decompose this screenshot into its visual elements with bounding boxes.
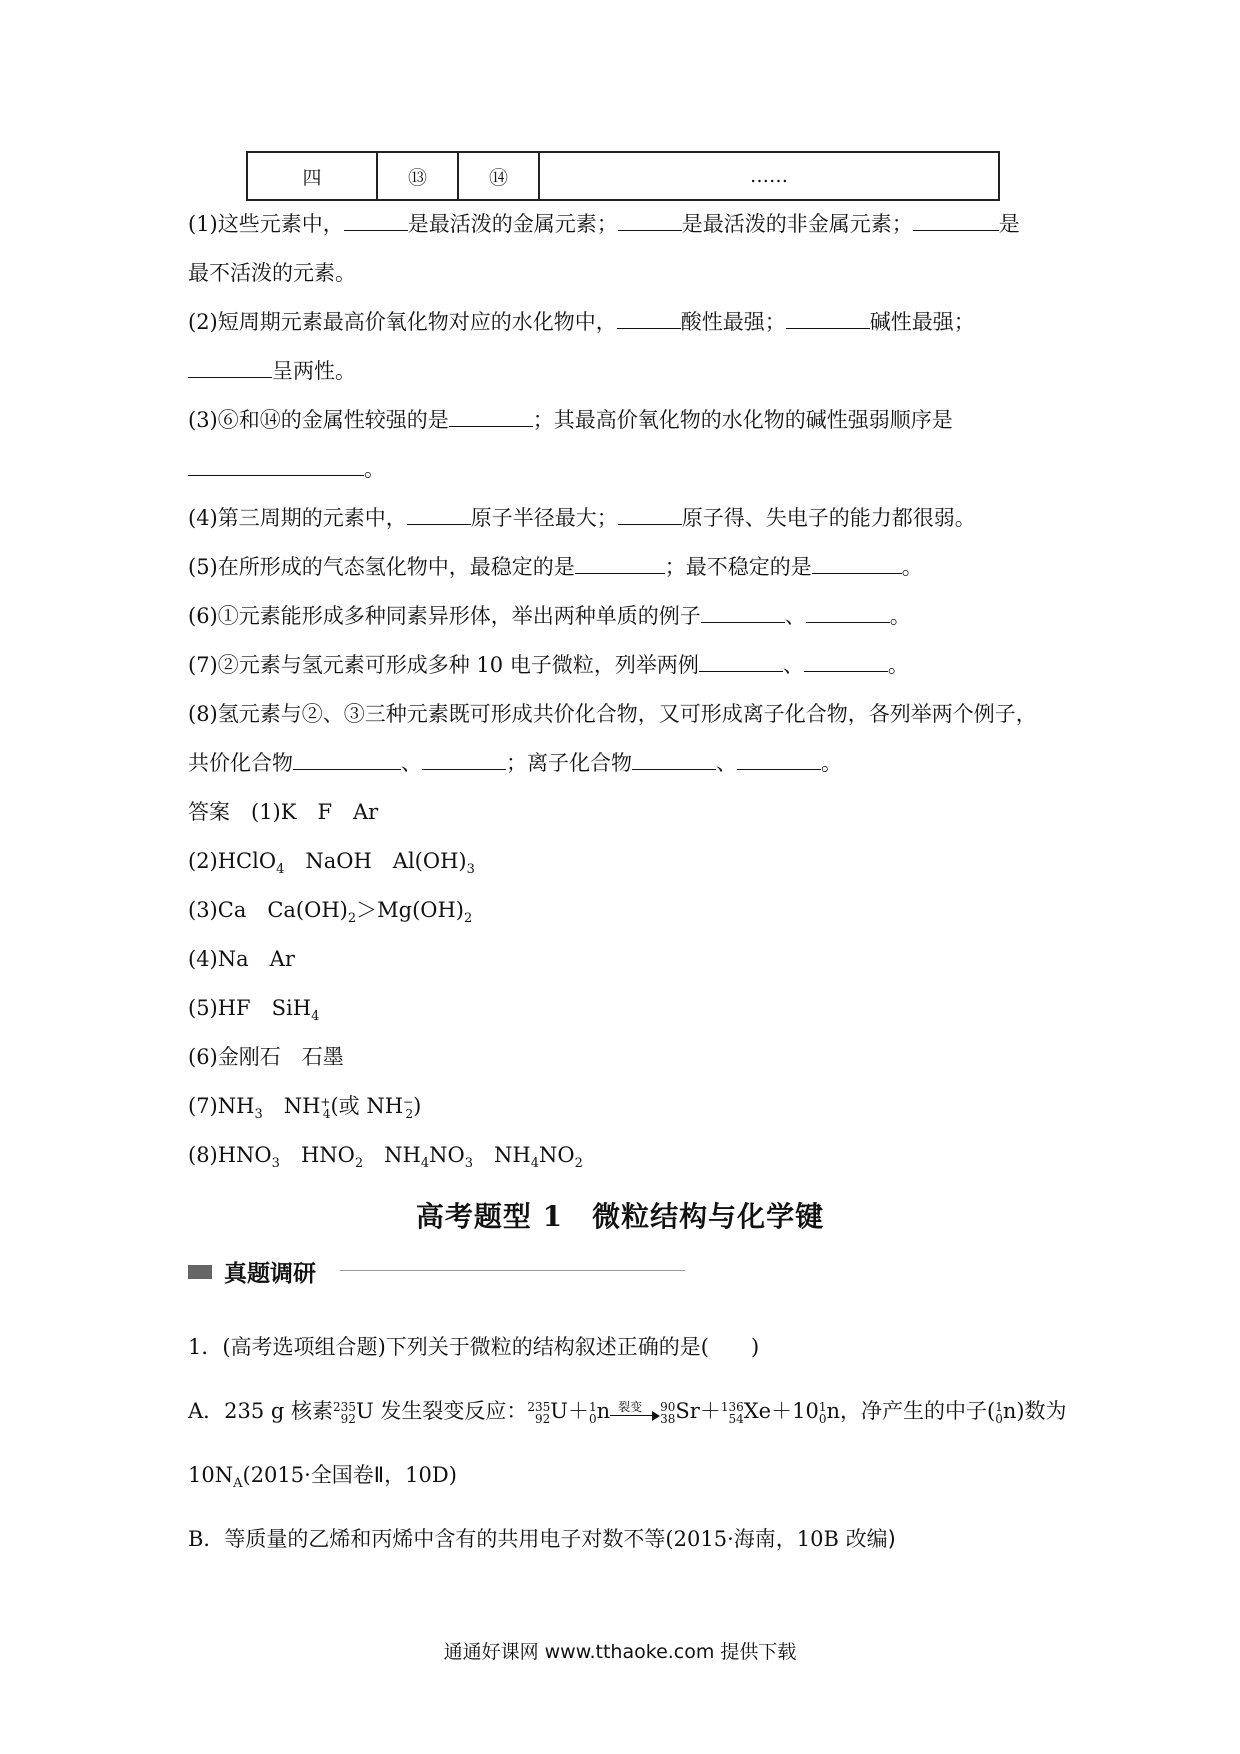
question-7: (7)②元素与氢元素可形成多种 10 电子微粒，列举两例 、 。 bbox=[188, 653, 909, 677]
periodic-table-row bbox=[246, 151, 1000, 201]
question-4: (4)第三周期的元素中， 原子半径最大； 原子得、失电子的能力都很弱。 bbox=[188, 506, 976, 530]
answer-8: $(8)HNO_3$ $HNO_2$ $NH_4NO_3$ $NH_4NO_2$ bbox=[188, 1143, 583, 1172]
table-cell-period: 四 bbox=[247, 152, 377, 200]
table-cell-element-14: ⑭ bbox=[458, 152, 539, 200]
table-cell-ellipsis: …… bbox=[539, 152, 999, 200]
problem-1-stem: 1．(高考选项组合题)下列关于微粒的结构叙述正确的是( ) bbox=[188, 1335, 760, 1359]
reaction-arrow-icon: 裂变 bbox=[610, 1403, 660, 1423]
answer-blank[interactable] bbox=[293, 749, 401, 770]
answer-1: 答案 (1)K F Ar bbox=[188, 800, 379, 824]
answer-blank[interactable] bbox=[422, 749, 506, 770]
answer-blank[interactable] bbox=[618, 210, 682, 231]
answer-blank[interactable] bbox=[812, 553, 902, 574]
subheading bbox=[188, 1255, 316, 1288]
question-3-line-2: 。 bbox=[188, 455, 385, 483]
answer-6: (6)金刚石 石墨 bbox=[188, 1045, 344, 1069]
answer-blank[interactable] bbox=[617, 308, 681, 329]
answer-blank[interactable] bbox=[188, 455, 364, 476]
problem-1-option-a-line-1: A．235 g 核素 235 92 U 发生裂变反应： 235 92 U＋ 1 0 n 裂变 90 38 Sr＋ 136 54 Xe＋10 1 0 n，净产生的中子( 1 0 n)数为 bbox=[188, 1399, 1067, 1426]
answer-blank[interactable] bbox=[575, 553, 665, 574]
answer-4: (4)Na Ar bbox=[188, 947, 295, 971]
answer-blank[interactable] bbox=[737, 749, 821, 770]
question-1-line-1: (1)这些元素中， 是最活泼的金属元素； 是最活泼的非金属元素； 是 bbox=[188, 212, 1020, 236]
table-cell-element-13: ⑬ bbox=[377, 152, 458, 200]
problem-1-option-b: B．等质量的乙烯和丙烯中含有的共用电子对数不等(2015·海南，10B 改编) bbox=[188, 1527, 896, 1551]
question-3-line-1: (3)⑥和⑭的金属性较强的是 ；其最高价氧化物的水化物的碱性强弱顺序是 bbox=[188, 408, 953, 432]
answer-blank[interactable] bbox=[699, 651, 783, 672]
answer-blank[interactable] bbox=[407, 504, 471, 525]
question-8-line-2: 共价化合物 、 ；离子化合物 、 。 bbox=[188, 751, 842, 775]
subheading-label: 真题调研 bbox=[224, 1260, 316, 1287]
answer-blank[interactable] bbox=[701, 602, 785, 623]
square-bullet-icon bbox=[188, 1265, 212, 1279]
question-8-line-1: (8)氢元素与②、③三种元素既可形成共价化合物，又可形成离子化合物，各列举两个例子， bbox=[188, 702, 1037, 726]
table-row bbox=[247, 152, 999, 200]
answer-3: (3)Ca $Ca(OH)_2>Mg(OH)_2$ bbox=[188, 898, 473, 927]
answer-7: $(7)NH_3$ NH + 4 (或 NH − 2 ) bbox=[188, 1094, 422, 1123]
answer-blank[interactable] bbox=[632, 749, 716, 770]
question-2-line-1: (2)短周期元素最高价氧化物对应的水化物中， 酸性最强； 碱性最强； bbox=[188, 310, 975, 334]
answer-blank[interactable] bbox=[188, 357, 272, 378]
section-title: 高考题型 1 微粒结构与化学键 bbox=[415, 1200, 825, 1233]
problem-1-option-a-line-2: $10N_A(2015\cdot$全国卷Ⅱ，10D) bbox=[188, 1463, 457, 1492]
question-6: (6)①元素能形成多种同素异形体，举出两种单质的例子 、 。 bbox=[188, 604, 911, 628]
question-5: (5)在所形成的气态氢化物中，最稳定的是 ；最不稳定的是 。 bbox=[188, 555, 923, 579]
answer-blank[interactable] bbox=[786, 308, 870, 329]
answer-blank[interactable] bbox=[804, 651, 888, 672]
answer-blank[interactable] bbox=[913, 210, 999, 231]
answer-blank[interactable] bbox=[344, 210, 408, 231]
answer-blank[interactable] bbox=[618, 504, 682, 525]
answer-blank[interactable] bbox=[806, 602, 890, 623]
answer-2: (2)HClO$_4$ NaOH $Al(OH)_3$ bbox=[188, 849, 475, 878]
question-2-line-2: 呈两性。 bbox=[188, 357, 356, 385]
question-1-line-2: 最不活泼的元素。 bbox=[188, 261, 356, 285]
answer-blank[interactable] bbox=[449, 406, 533, 427]
footer-watermark: 通通好课网 www.tthaoke.com 提供下载 bbox=[443, 1641, 797, 1663]
answer-5: (5)HF SiH$_4$ bbox=[188, 996, 320, 1025]
divider bbox=[340, 1270, 685, 1271]
